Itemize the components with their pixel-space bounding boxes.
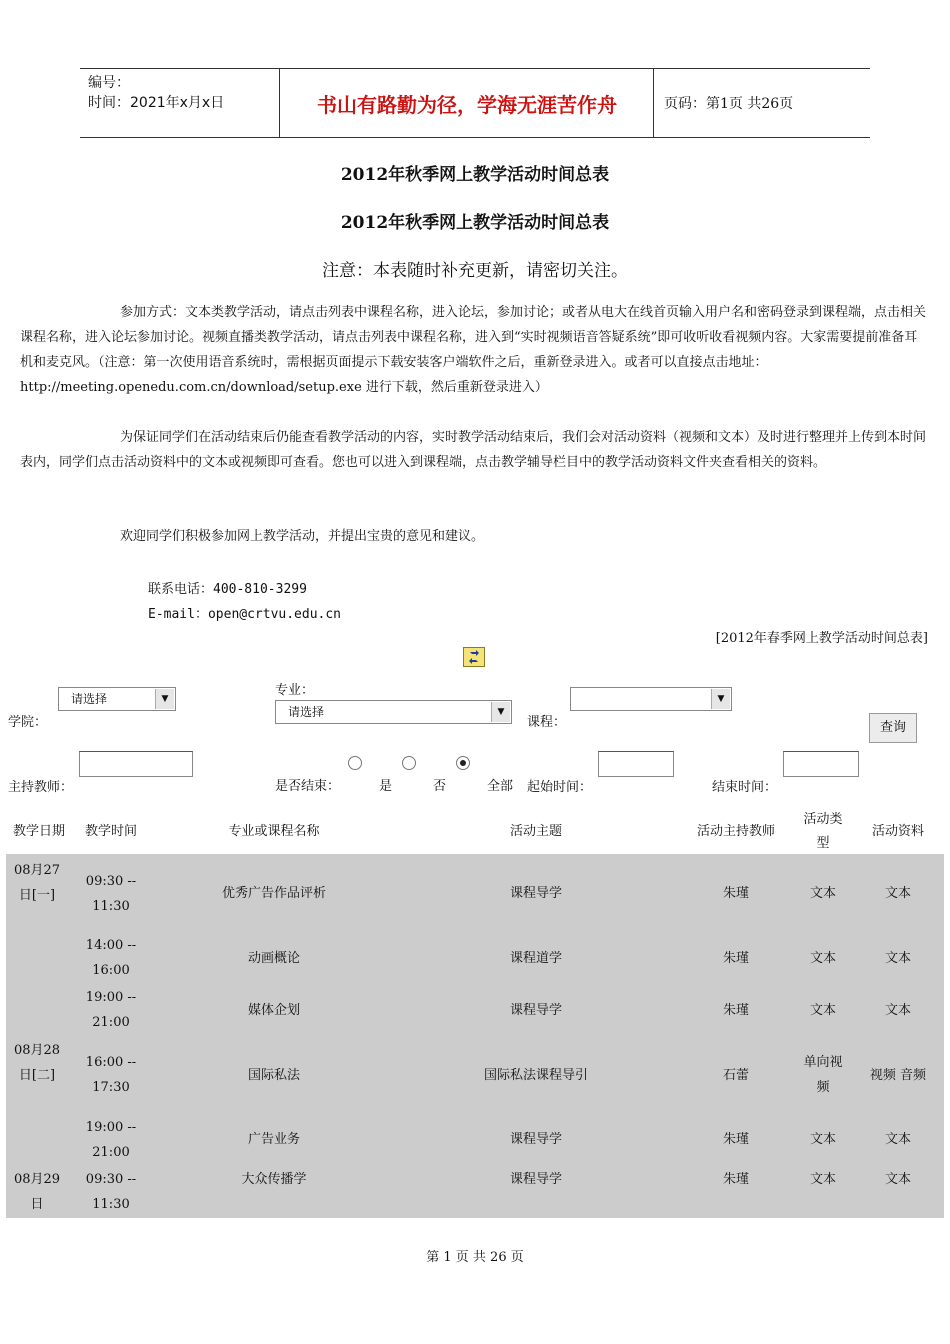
column-header-type: 活动类型 [803,812,843,851]
query-button[interactable]: 查询 [869,713,917,743]
radio-no[interactable] [402,756,416,770]
document-header [80,68,870,138]
table-cell-course[interactable]: 媒体企划 [247,1003,300,1018]
end-time-label: 结束时间： [712,780,778,795]
teacher-label: 主持教师： [8,780,74,795]
radio-yes-label: 是 [379,779,393,794]
contact-phone: 联系电话：400-810-3299 [148,582,307,597]
table-cell-teacher: 石蕾 [722,1068,749,1083]
table-cell-material[interactable]: 文本 [884,1003,911,1018]
column-header-teacher: 活动主持教师 [696,824,775,839]
refresh-icon[interactable] [463,647,485,667]
number-label: 编号： [88,75,130,91]
table-cell-material[interactable]: 文本 [884,1132,911,1147]
chevron-down-icon: ▼ [711,689,730,709]
table-cell-time: 16:00 -- 17:30 [85,1055,137,1095]
column-header-time: 教学时间 [84,824,137,839]
paragraph-welcome: 欢迎同学们积极参加网上教学活动，并提出宝贵的意见和建议。 [120,529,485,544]
major-label: 专业： [275,683,315,698]
table-cell-topic: 课程导学 [509,1172,562,1187]
course-select[interactable] [570,687,732,711]
notice: 注意：本表随时补充更新，请密切关注。 [322,261,628,281]
chevron-down-icon: ▼ [155,689,174,709]
table-cell-topic: 课程导学 [509,886,562,901]
date-label: 时间：2021年x月x日 [88,95,225,111]
table-cell-teacher: 朱瑾 [722,886,749,901]
page-title: 2012年秋季网上教学活动时间总表 [340,165,610,185]
table-cell-type: 单向视频 [803,1055,843,1095]
start-time-label: 起始时间： [527,780,593,795]
table-cell-teacher: 朱瑾 [722,1172,749,1187]
table-cell-teacher: 朱瑾 [722,951,749,966]
spring-schedule-link[interactable]: [2012年春季网上教学活动时间总表] [715,631,928,646]
teacher-input[interactable] [79,751,193,777]
table-cell-course[interactable]: 国际私法 [247,1068,300,1083]
end-time-input[interactable] [783,751,859,777]
start-time-input[interactable] [598,751,674,777]
column-header-date: 教学日期 [12,824,65,839]
paragraph-participation: 参加方式：文本类教学活动，请点击列表中课程名称，进入论坛，参加讨论；或者从电大在线首页输入用户名和密码登录到课程端，点击相关课程名称，进入论坛参加讨论。视频直播类教学活动，请点击列表中课程名称，进入到“实时视频语音答疑系统”即可收听收看视频内容。大家需要提前准备耳机和麦克风。（注意：第一次使用语音系统时，需根据页面提示下载安装客户端软件之后，重新登录进入。或者可以直接点击地址：http://meeting.openedu.com.cn/download/setup.exe 进行下载，然后重新登录进入） [20,305,927,395]
motto: 书山有路勤为径，学海无涯苦作舟 [281,69,654,137]
chevron-down-icon: ▼ [491,702,510,722]
column-header-course: 专业或课程名称 [228,824,320,839]
header-meta [80,69,280,137]
table-cell-type: 文本 [809,951,836,966]
page-footer: 第 1 页 共 26 页 [426,1250,524,1265]
table-cell-topic: 课程道学 [509,951,562,966]
table-cell-time: 09:30 -- 11:30 [85,1172,137,1212]
table-cell-material[interactable]: 文本 [884,886,911,901]
contact-email[interactable]: E-mail：open@crtvu.edu.cn [148,607,342,622]
table-cell-date: 08月29日 [13,1172,61,1212]
paragraph-materials: 为保证同学们在活动结束后仍能查看教学活动的内容，实时教学活动结束后，我们会对活动资料（视频和文本）及时进行整理并上传到本时间表内，同学们点击活动资料中的文本或视频即可查看。您也可以进入到课程端，点击教学辅导栏目中的教学活动资料文件夹查看相关的资料。 [20,430,927,470]
table-cell-material[interactable]: 视频 音频 [869,1068,927,1083]
table-cell-time: 09:30 -- 11:30 [85,874,137,914]
table-cell-material[interactable]: 文本 [884,1172,911,1187]
radio-all[interactable] [456,756,470,770]
column-header-material: 活动资料 [871,824,924,839]
table-cell-material[interactable]: 文本 [884,951,911,966]
table-cell-time: 14:00 -- 16:00 [85,938,137,978]
table-cell-type: 文本 [809,886,836,901]
table-cell-topic: 国际私法课程导引 [483,1068,588,1083]
table-cell-time: 19:00 -- 21:00 [85,1120,137,1160]
table-cell-type: 文本 [809,1003,836,1018]
table-cell-teacher: 朱瑾 [722,1003,749,1018]
schedule-table [6,854,944,1218]
page-subtitle: 2012年秋季网上教学活动时间总表 [340,213,610,233]
major-select-value: 请选择 [288,705,325,719]
table-cell-time: 19:00 -- 21:00 [85,990,137,1030]
table-cell-topic: 课程导学 [509,1003,562,1018]
radio-all-label: 全部 [487,779,514,794]
major-select[interactable] [275,700,512,724]
college-select-value: 请选择 [71,692,108,706]
radio-no-label: 否 [433,779,447,794]
table-cell-topic: 课程导学 [509,1132,562,1147]
college-label: 学院： [8,715,48,730]
table-cell-course[interactable]: 动画概论 [247,951,300,966]
table-cell-course[interactable]: 大众传播学 [241,1172,307,1187]
table-cell-teacher: 朱瑾 [722,1132,749,1147]
table-cell-date: 08月28日[二] [13,1043,61,1083]
table-cell-type: 文本 [809,1132,836,1147]
table-cell-date: 08月27日[一] [13,863,61,903]
course-label: 课程： [527,715,567,730]
page-info: 页码：第1页 共26页 [664,96,794,112]
column-header-topic: 活动主题 [509,824,562,839]
college-select[interactable] [58,687,176,711]
table-cell-course[interactable]: 广告业务 [247,1132,300,1147]
ended-label: 是否结束： [275,779,341,794]
radio-yes[interactable] [348,756,362,770]
table-cell-course[interactable]: 优秀广告作品评析 [221,886,326,901]
table-cell-type: 文本 [809,1172,836,1187]
